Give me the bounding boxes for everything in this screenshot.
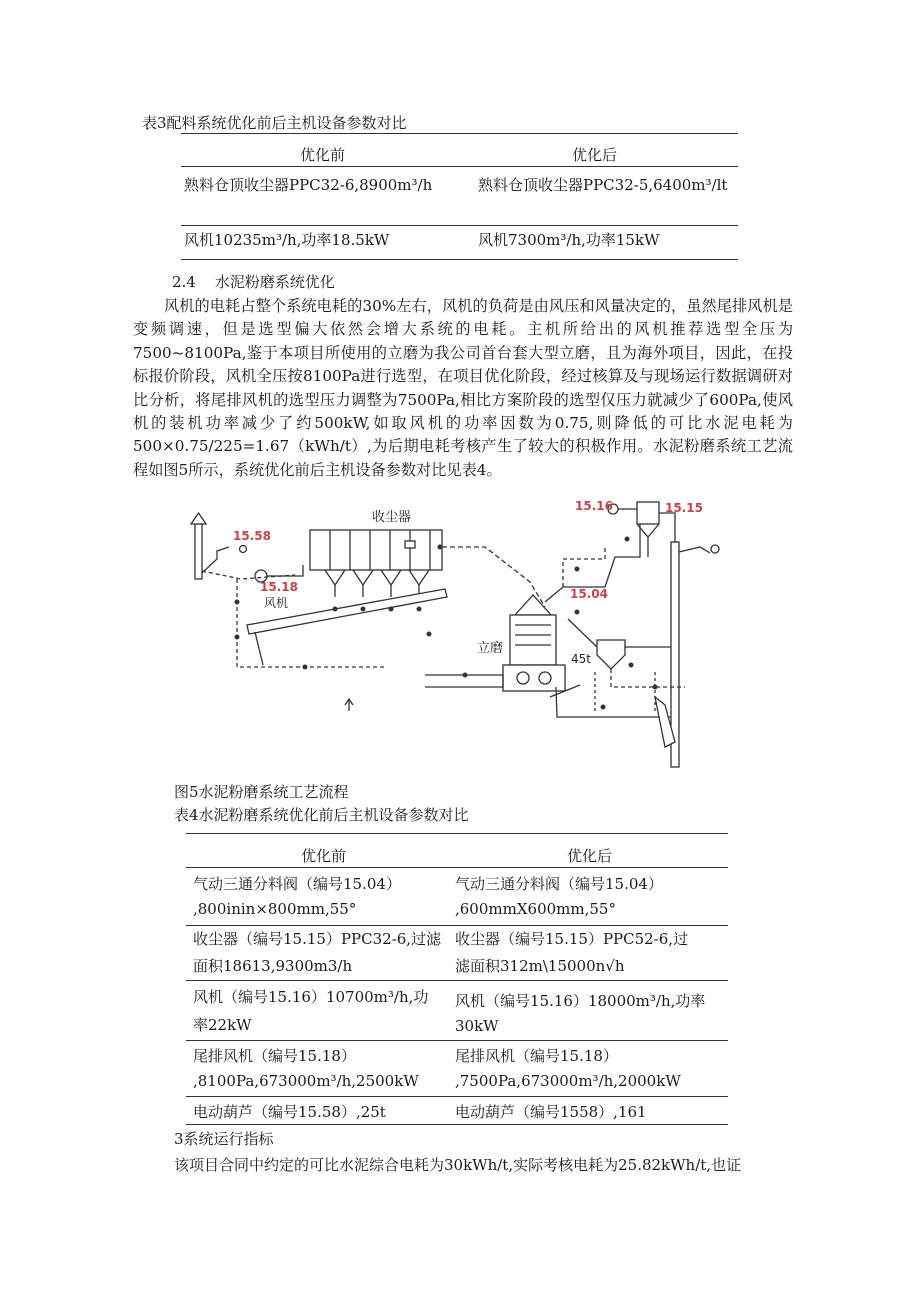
table4-row-rule — [186, 925, 728, 926]
table4-r2-before-l2: 面积18613,9300m3/h — [193, 957, 353, 975]
label-dust-collector: 收尘器 — [372, 510, 412, 525]
duct-line — [267, 565, 303, 576]
valve-dot — [438, 545, 443, 550]
table4-header-before: 优化前 — [301, 847, 347, 865]
chimney-arrow — [191, 513, 206, 524]
valve-dot — [653, 685, 658, 690]
valve-dot — [235, 635, 240, 640]
valve-dot — [333, 607, 338, 612]
valve-dot — [361, 607, 366, 612]
table3-row1-after: 熟料仓顶收尘器PPC32-5,6400m³/lt — [478, 176, 728, 194]
section-heading-3: 3系统运行指标 — [174, 1130, 274, 1148]
tag-15-15: 15.15 — [665, 501, 703, 515]
table3-bottom-rule — [181, 259, 738, 260]
table4-r3-before-l1: 风机（编号15.16）10700m³/h,功 — [193, 988, 429, 1006]
chimney — [195, 524, 202, 579]
tag-15-04: 15.04 — [570, 587, 608, 601]
collector-hoppers — [325, 570, 429, 585]
table4-r1-before-l2: ,800inin×800mm,55° — [193, 900, 357, 918]
valve-dot — [427, 632, 432, 637]
valve-dot — [389, 607, 394, 612]
arrow — [345, 699, 353, 711]
section-heading-2-4: 2.4 水泥粉磨系统优化 — [172, 273, 335, 291]
label-fan: 风机 — [264, 596, 289, 610]
valve-dot — [463, 673, 468, 678]
table4-row-rule — [186, 1096, 728, 1097]
valve-dot — [235, 600, 240, 605]
section-2-4-body — [133, 295, 793, 482]
table4-r2-before-l1: 收尘器（编号15.15）PPC32-6,过滤 — [193, 930, 442, 948]
bin-body — [597, 640, 625, 669]
table4-r1-before-l1: 气动三通分料阀（编号15.04） — [193, 875, 401, 893]
elevator-top — [679, 547, 710, 553]
hopper-outlets — [335, 585, 419, 597]
table4-r2-after-l2: 滤面积312m\15000n√h — [455, 957, 625, 975]
valve-dot — [625, 537, 630, 542]
bag-filter — [637, 502, 659, 524]
table4-top-rule — [186, 833, 728, 834]
cement-grinding-process-diagram — [185, 497, 740, 782]
drive-symbol — [711, 545, 719, 553]
duct-line — [202, 547, 229, 573]
valve-dot — [417, 607, 422, 612]
table3-row2-after: 风机7300m³/h,功率15kW — [478, 231, 660, 249]
tag-15-16: 15.16 — [575, 499, 613, 513]
label-vertical-mill: 立磨 — [477, 641, 504, 656]
duct-line — [556, 687, 671, 717]
valve-dot — [601, 705, 606, 710]
table4-r1-after-l1: 气动三通分料阀（编号15.04） — [455, 875, 663, 893]
duct-line — [563, 545, 605, 587]
duct-line — [202, 571, 295, 579]
hoist-symbol — [240, 546, 247, 553]
table3-row-rule — [181, 225, 738, 226]
table4-row-rule — [186, 980, 728, 981]
table3-row2-before: 风机10235m³/h,功率18.5kW — [184, 231, 390, 249]
mill-body — [510, 615, 556, 665]
table3-row1-before: 熟料仓顶收尘器PPC32-6,8900m³/h — [184, 176, 433, 194]
figure5-caption: 图5水泥粉磨系统工艺流程 — [174, 783, 349, 801]
table4-r3-after-l1: 风机（编号15.16）18000m³/h,功率 — [455, 992, 706, 1010]
table4-bottom-rule — [186, 1124, 728, 1125]
paragraph: 风机的电耗占整个系统电耗的30%左右，风机的负荷是由风压和风量决定的，虽然尾排风机是变频调速，但是选型偏大依然会增大系统的电耗。主机所给出的风机推荐选型全压为7500~8100Pa,鉴于本项目所使用的立磨为我公司首台套大型立磨，且为海外项目，因此，在投标报价阶段，风机全压按8100Pa进行选型，在项目优化阶段，经过核算及与现场运行数据调研对比分析，将尾排风机的选型压力调整为7500Pa,相比方案阶段的选型仅压力就减少了600Pa,使风机的装机功率减少了约500kW,如取风机的功率因数为0.75,则降低的可比水泥电耗为500×0.75/225=1.67（kWh/t）,为后期电耗考核产生了较大的积极作用。水泥粉磨系统工艺流程如图5所示，系统优化前后主机设备参数对比见表4。 — [133, 297, 793, 479]
table4-r4-after-l1: 尾排风机（编号15.18） — [455, 1047, 618, 1065]
table4-r3-before-l2: 率22kW — [193, 1016, 252, 1034]
table3-caption: 表3配料系统优化前后主机设备参数对比 — [142, 114, 407, 132]
table4-r4-after-l2: ,7500Pa,673000m³/h,2000kW — [455, 1072, 681, 1090]
valve-dot — [575, 567, 580, 572]
table3-header-before: 优化前 — [300, 146, 346, 164]
section-3-body: 该项目合同中约定的可比水泥综合电耗为30kWh/t,实际考核电耗为25.82kWh/t,也证 — [174, 1156, 742, 1174]
valve-dot — [303, 665, 308, 670]
table4-r1-after-l2: ,600mmX600mm,55° — [455, 900, 616, 918]
table4-header-after: 优化后 — [567, 847, 613, 865]
table4-r5-before: 电动葫芦（编号15.58）,25t — [193, 1103, 386, 1121]
table4-r3-after-l2: 30kW — [455, 1017, 499, 1035]
table4-r4-before-l1: 尾排风机（编号15.18） — [193, 1047, 356, 1065]
table4-caption: 表4水泥粉磨系统优化前后主机设备参数对比 — [174, 806, 469, 824]
table4-r5-after: 电动葫芦（编号1558）,161 — [455, 1103, 647, 1121]
table4-header-rule — [186, 867, 728, 868]
table3-header-after: 优化后 — [572, 146, 618, 164]
valve-dot — [629, 663, 634, 668]
mill-top — [515, 595, 551, 615]
valve-dot — [575, 610, 580, 615]
tag-15-58: 15.58 — [233, 529, 271, 543]
table4-r2-after-l1: 收尘器（编号15.15）PPC52-6,过 — [455, 930, 689, 948]
tag-15-18: 15.18 — [260, 580, 298, 594]
duct-line — [568, 619, 597, 647]
conveyor-leg — [255, 632, 263, 665]
label-bin-45t: 45t — [571, 652, 591, 666]
table4-r4-before-l2: ,8100Pa,673000m³/h,2500kW — [193, 1072, 419, 1090]
table3-top-rule — [181, 133, 738, 134]
table3-header-rule — [181, 166, 738, 167]
outlet-box — [405, 541, 415, 548]
table4-row-rule — [186, 1040, 728, 1041]
